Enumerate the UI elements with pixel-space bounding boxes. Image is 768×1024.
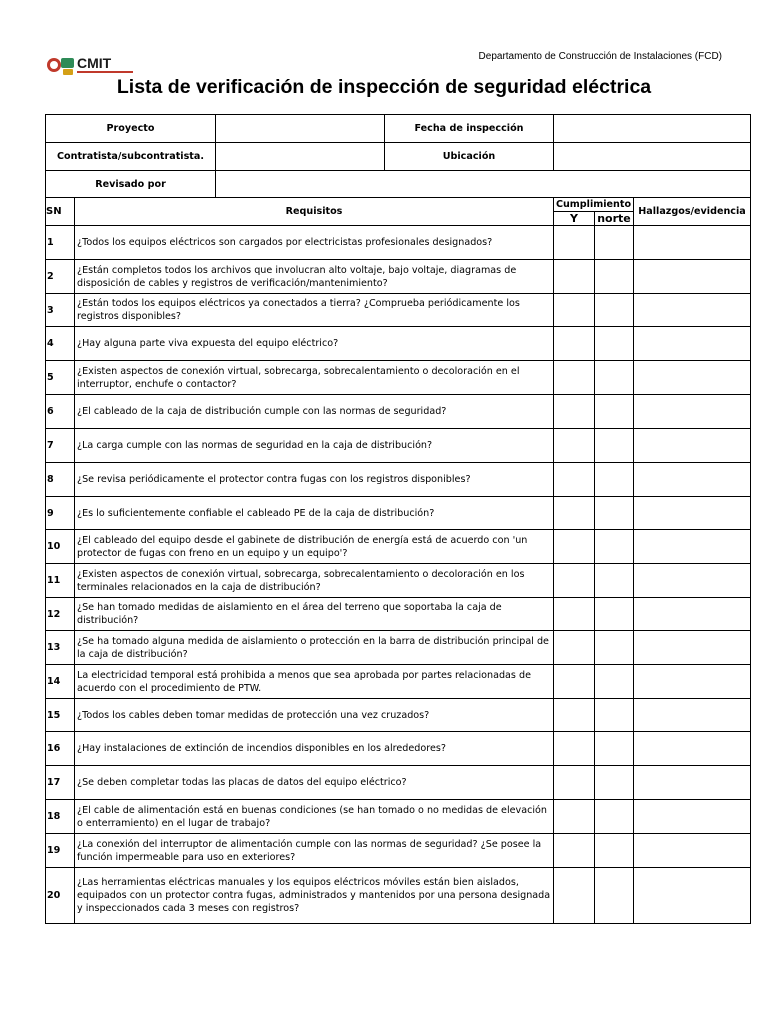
checklist-row bbox=[46, 361, 751, 395]
no-cell[interactable] bbox=[595, 766, 634, 800]
findings-cell[interactable] bbox=[634, 260, 751, 294]
requirement-text: ¿Se ha tomado alguna medida de aislamiento o protección en la barra de distribución principal de la caja de distribución? bbox=[75, 631, 554, 665]
yes-cell[interactable] bbox=[554, 294, 595, 327]
no-cell[interactable] bbox=[595, 631, 634, 665]
findings-cell[interactable] bbox=[634, 429, 751, 463]
no-cell[interactable] bbox=[595, 598, 634, 631]
row-number: 7 bbox=[46, 429, 75, 463]
yes-cell[interactable] bbox=[554, 327, 595, 361]
requirement-text: ¿La carga cumple con las normas de seguridad en la caja de distribución? bbox=[75, 429, 554, 463]
page-title: Lista de verificación de inspección de seguridad eléctrica bbox=[116, 76, 652, 98]
yes-cell[interactable] bbox=[554, 732, 595, 766]
requirement-text: ¿Existen aspectos de conexión virtual, sobrecarga, sobrecalentamiento o decoloración en los terminales relacionados en la caja de distribución? bbox=[75, 564, 554, 598]
checklist-row bbox=[46, 564, 751, 598]
yes-cell[interactable] bbox=[554, 800, 595, 834]
checklist-row bbox=[46, 631, 751, 665]
checklist-rows bbox=[46, 226, 751, 924]
requirement-text: ¿Están completos todos los archivos que involucran alto voltaje, bajo voltaje, diagramas de disposición de cables y registros de verificación/mantenimiento? bbox=[75, 260, 554, 294]
checklist-row bbox=[46, 834, 751, 868]
no-cell[interactable] bbox=[595, 800, 634, 834]
no-cell[interactable] bbox=[595, 530, 634, 564]
findings-cell[interactable] bbox=[634, 564, 751, 598]
requirement-text: ¿El cableado del equipo desde el gabinete de distribución de energía está de acuerdo con 'un protector de fugas con freno en un equipo y un equipo'? bbox=[75, 530, 554, 564]
department-label: Departamento de Construcción de Instalaciones (FCD) bbox=[478, 51, 722, 62]
requirement-text: ¿Todos los equipos eléctricos son cargados por electricistas profesionales designados? bbox=[75, 226, 554, 260]
contractor-label: Contratista/subcontratista. bbox=[46, 143, 216, 171]
row-number: 5 bbox=[46, 361, 75, 395]
checklist-row bbox=[46, 598, 751, 631]
checklist-row bbox=[46, 294, 751, 327]
row-number: 10 bbox=[46, 530, 75, 564]
yes-cell[interactable] bbox=[554, 631, 595, 665]
findings-cell[interactable] bbox=[634, 226, 751, 260]
yes-header: Y bbox=[554, 212, 595, 226]
info-row-contractor bbox=[46, 143, 751, 171]
requirement-text: ¿Se han tomado medidas de aislamiento en el área del terreno que soportaba la caja de distribución? bbox=[75, 598, 554, 631]
yes-cell[interactable] bbox=[554, 868, 595, 924]
row-number: 19 bbox=[46, 834, 75, 868]
row-number: 11 bbox=[46, 564, 75, 598]
checklist-row bbox=[46, 497, 751, 530]
checklist-row bbox=[46, 463, 751, 497]
findings-cell[interactable] bbox=[634, 598, 751, 631]
row-number: 8 bbox=[46, 463, 75, 497]
no-cell[interactable] bbox=[595, 834, 634, 868]
checklist-row bbox=[46, 395, 751, 429]
checklist-row bbox=[46, 530, 751, 564]
yes-cell[interactable] bbox=[554, 361, 595, 395]
requirement-text: ¿El cable de alimentación está en buenas condiciones (se han tomado o no medidas de elevación o enterramiento) en el lugar de trabajo? bbox=[75, 800, 554, 834]
requirements-header: Requisitos bbox=[75, 198, 554, 226]
no-cell[interactable] bbox=[595, 699, 634, 732]
project-label: Proyecto bbox=[46, 115, 216, 143]
findings-cell[interactable] bbox=[634, 294, 751, 327]
row-number: 15 bbox=[46, 699, 75, 732]
requirement-text: ¿Se deben completar todas las placas de datos del equipo eléctrico? bbox=[75, 766, 554, 800]
row-number: 14 bbox=[46, 665, 75, 699]
yes-cell[interactable] bbox=[554, 665, 595, 699]
findings-cell[interactable] bbox=[634, 699, 751, 732]
findings-header: Hallazgos/evidencia bbox=[634, 198, 751, 226]
checklist-row bbox=[46, 260, 751, 294]
requirement-text: ¿Están todos los equipos eléctricos ya conectados a tierra? ¿Comprueba periódicamente los registros disponibles? bbox=[75, 294, 554, 327]
no-cell[interactable] bbox=[595, 429, 634, 463]
no-header: norte bbox=[595, 212, 634, 226]
company-logo bbox=[46, 52, 136, 78]
findings-cell[interactable] bbox=[634, 361, 751, 395]
requirement-text: ¿La conexión del interruptor de alimentación cumple con las normas de seguridad? ¿Se posee la función impermeable para uso en exteriores? bbox=[75, 834, 554, 868]
findings-cell[interactable] bbox=[634, 834, 751, 868]
checklist-row bbox=[46, 327, 751, 361]
requirement-text: ¿Todos los cables deben tomar medidas de protección una vez cruzados? bbox=[75, 699, 554, 732]
findings-cell[interactable] bbox=[634, 327, 751, 361]
requirement-text: ¿El cableado de la caja de distribución cumple con las normas de seguridad? bbox=[75, 395, 554, 429]
checklist-row bbox=[46, 226, 751, 260]
requirement-text: ¿Existen aspectos de conexión virtual, sobrecarga, sobrecalentamiento o decoloración en el interruptor, enchufe o contactor? bbox=[75, 361, 554, 395]
yes-cell[interactable] bbox=[554, 564, 595, 598]
no-cell[interactable] bbox=[595, 327, 634, 361]
no-cell[interactable] bbox=[595, 260, 634, 294]
checklist-row bbox=[46, 800, 751, 834]
inspection-checklist-table bbox=[45, 114, 751, 924]
findings-cell[interactable] bbox=[634, 766, 751, 800]
logo-text: CMIT bbox=[77, 55, 112, 71]
row-number: 20 bbox=[46, 868, 75, 924]
requirement-text: ¿Es lo suficientemente confiable el cableado PE de la caja de distribución? bbox=[75, 497, 554, 530]
yes-cell[interactable] bbox=[554, 699, 595, 732]
row-number: 6 bbox=[46, 395, 75, 429]
findings-cell[interactable] bbox=[634, 732, 751, 766]
requirement-text: ¿Las herramientas eléctricas manuales y los equipos eléctricos móviles están bien aislados, equipados con un protector contra fugas, administrados y mantenidos por una persona designada y inspeccionados cada 3 meses con registros? bbox=[75, 868, 554, 924]
yes-cell[interactable] bbox=[554, 598, 595, 631]
contractor-field[interactable] bbox=[216, 143, 385, 171]
no-cell[interactable] bbox=[595, 294, 634, 327]
no-cell[interactable] bbox=[595, 564, 634, 598]
no-cell[interactable] bbox=[595, 868, 634, 924]
inspection-date-field[interactable] bbox=[554, 115, 751, 143]
checklist-row bbox=[46, 868, 751, 924]
reviewed-by-label: Revisado por bbox=[46, 171, 216, 198]
location-field[interactable] bbox=[554, 143, 751, 171]
no-cell[interactable] bbox=[595, 497, 634, 530]
info-row-reviewed bbox=[46, 171, 751, 198]
info-row-project bbox=[46, 115, 751, 143]
yes-cell[interactable] bbox=[554, 834, 595, 868]
row-number: 1 bbox=[46, 226, 75, 260]
no-cell[interactable] bbox=[595, 361, 634, 395]
findings-cell[interactable] bbox=[634, 800, 751, 834]
yes-cell[interactable] bbox=[554, 463, 595, 497]
row-number: 9 bbox=[46, 497, 75, 530]
compliance-header: Cumplimiento bbox=[554, 198, 634, 212]
checklist-row bbox=[46, 766, 751, 800]
no-cell[interactable] bbox=[595, 732, 634, 766]
yes-cell[interactable] bbox=[554, 530, 595, 564]
row-number: 18 bbox=[46, 800, 75, 834]
yes-cell[interactable] bbox=[554, 497, 595, 530]
yes-cell[interactable] bbox=[554, 226, 595, 260]
yes-cell[interactable] bbox=[554, 395, 595, 429]
column-header-row bbox=[46, 198, 751, 212]
findings-cell[interactable] bbox=[634, 868, 751, 924]
reviewed-by-field[interactable] bbox=[216, 171, 751, 198]
sn-header: SN bbox=[46, 198, 75, 226]
checklist-row bbox=[46, 665, 751, 699]
findings-cell[interactable] bbox=[634, 463, 751, 497]
findings-cell[interactable] bbox=[634, 665, 751, 699]
row-number: 13 bbox=[46, 631, 75, 665]
row-number: 3 bbox=[46, 294, 75, 327]
no-cell[interactable] bbox=[595, 226, 634, 260]
requirement-text: ¿Hay instalaciones de extinción de incendios disponibles en los alrededores? bbox=[75, 732, 554, 766]
no-cell[interactable] bbox=[595, 463, 634, 497]
findings-cell[interactable] bbox=[634, 631, 751, 665]
yes-cell[interactable] bbox=[554, 260, 595, 294]
no-cell[interactable] bbox=[595, 395, 634, 429]
row-number: 12 bbox=[46, 598, 75, 631]
location-label: Ubicación bbox=[385, 143, 554, 171]
yes-cell[interactable] bbox=[554, 429, 595, 463]
inspection-date-label: Fecha de inspección bbox=[385, 115, 554, 143]
row-number: 4 bbox=[46, 327, 75, 361]
requirement-text: ¿Se revisa periódicamente el protector contra fugas con los registros disponibles? bbox=[75, 463, 554, 497]
row-number: 2 bbox=[46, 260, 75, 294]
row-number: 16 bbox=[46, 732, 75, 766]
no-cell[interactable] bbox=[595, 665, 634, 699]
findings-cell[interactable] bbox=[634, 395, 751, 429]
checklist-row bbox=[46, 699, 751, 732]
findings-cell[interactable] bbox=[634, 530, 751, 564]
project-field[interactable] bbox=[216, 115, 385, 143]
row-number: 17 bbox=[46, 766, 75, 800]
requirement-text: La electricidad temporal está prohibida a menos que sea aprobada por partes relacionadas de acuerdo con el procedimiento de PTW. bbox=[75, 665, 554, 699]
findings-cell[interactable] bbox=[634, 497, 751, 530]
checklist-row bbox=[46, 429, 751, 463]
yes-cell[interactable] bbox=[554, 766, 595, 800]
requirement-text: ¿Hay alguna parte viva expuesta del equipo eléctrico? bbox=[75, 327, 554, 361]
checklist-row bbox=[46, 732, 751, 766]
